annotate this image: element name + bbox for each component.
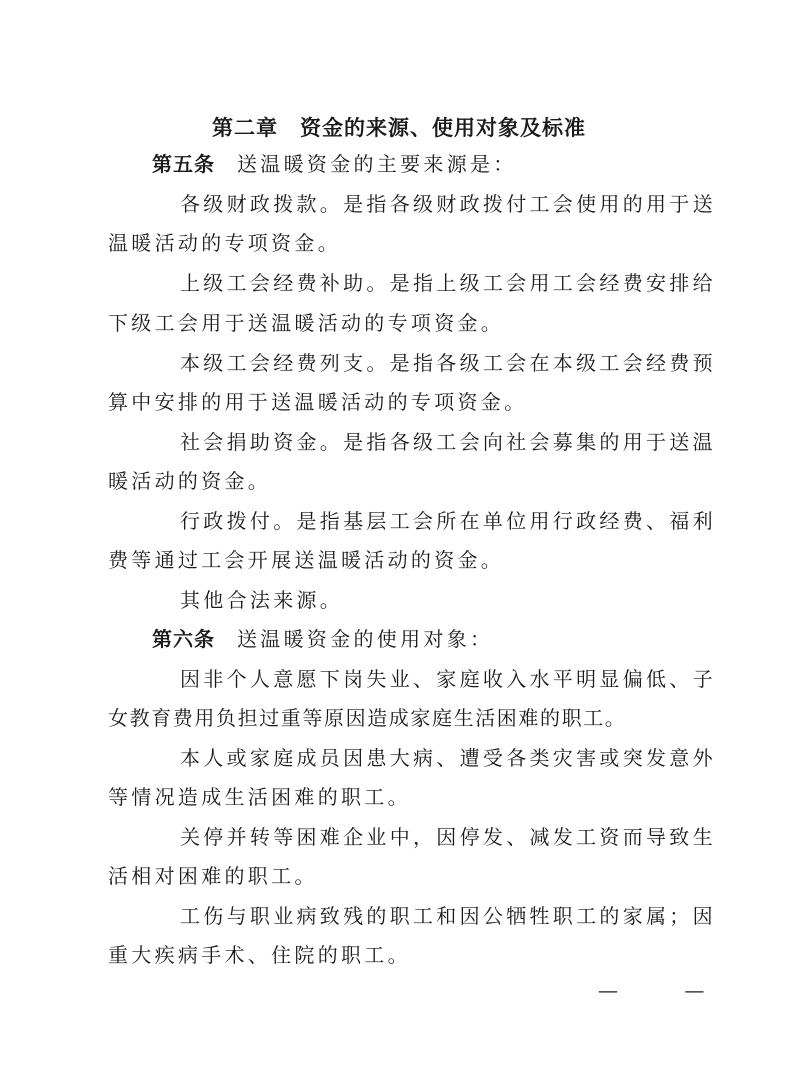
paragraph-line: 等情况造成生活困难的职工。 <box>108 785 411 809</box>
paragraph-line: 温暖活动的专项资金。 <box>108 231 341 255</box>
paragraph-line: 社会捐助资金。是指各级工会向社会募集的用于送温 <box>180 430 716 454</box>
paragraph-line: 女教育费用负担过重等原因造成家庭生活困难的职工。 <box>108 706 627 730</box>
paragraph-line: 各级财政拨款。是指各级财政拨付工会使用的用于送 <box>180 192 716 216</box>
paragraph-line: 关停并转等困难企业中，因停发、减发工资而导致生 <box>180 825 716 849</box>
article-5-text: 送温暖资金的主要来源是： <box>237 152 517 176</box>
paragraph-line: 上级工会经费补助。是指上级工会用工会经费安排给 <box>180 271 716 295</box>
paragraph-line: 行政拨付。是指基层工会所在单位用行政经费、福利 <box>180 509 716 533</box>
article-6 <box>152 625 742 653</box>
paragraph-line: 本人或家庭成员因患大病、遭受各类灾害或突发意外 <box>180 746 716 770</box>
paragraph-line: 活相对困难的职工。 <box>108 864 318 888</box>
article-5 <box>152 150 742 178</box>
chapter-title: 第二章 资金的来源、使用对象及标准 <box>212 116 586 140</box>
paragraph-line: 重大疾病手术、住院的职工。 <box>108 943 411 967</box>
paragraph-line: 算中安排的用于送温暖活动的专项资金。 <box>108 390 528 414</box>
paragraph-line: 因非个人意愿下岗失业、家庭收入水平明显偏低、子 <box>180 667 716 691</box>
paragraph-line: 工伤与职业病致残的职工和因公牺牲职工的家属；因 <box>180 904 716 928</box>
paragraph-line: 暖活动的资金。 <box>108 469 272 493</box>
page-number-marker: — — <box>598 978 735 1002</box>
article-6-text: 送温暖资金的使用对象： <box>237 627 494 651</box>
paragraph-line: 费等通过工会开展送温暖活动的资金。 <box>108 548 505 572</box>
paragraph-line: 下级工会用于送温暖活动的专项资金。 <box>108 311 505 335</box>
paragraph-line: 本级工会经费列支。是指各级工会在本级工会经费预 <box>180 351 716 375</box>
article-6-heading: 第六条 <box>152 627 215 651</box>
paragraph-line: 其他合法来源。 <box>180 588 344 612</box>
article-5-heading: 第五条 <box>152 152 215 176</box>
